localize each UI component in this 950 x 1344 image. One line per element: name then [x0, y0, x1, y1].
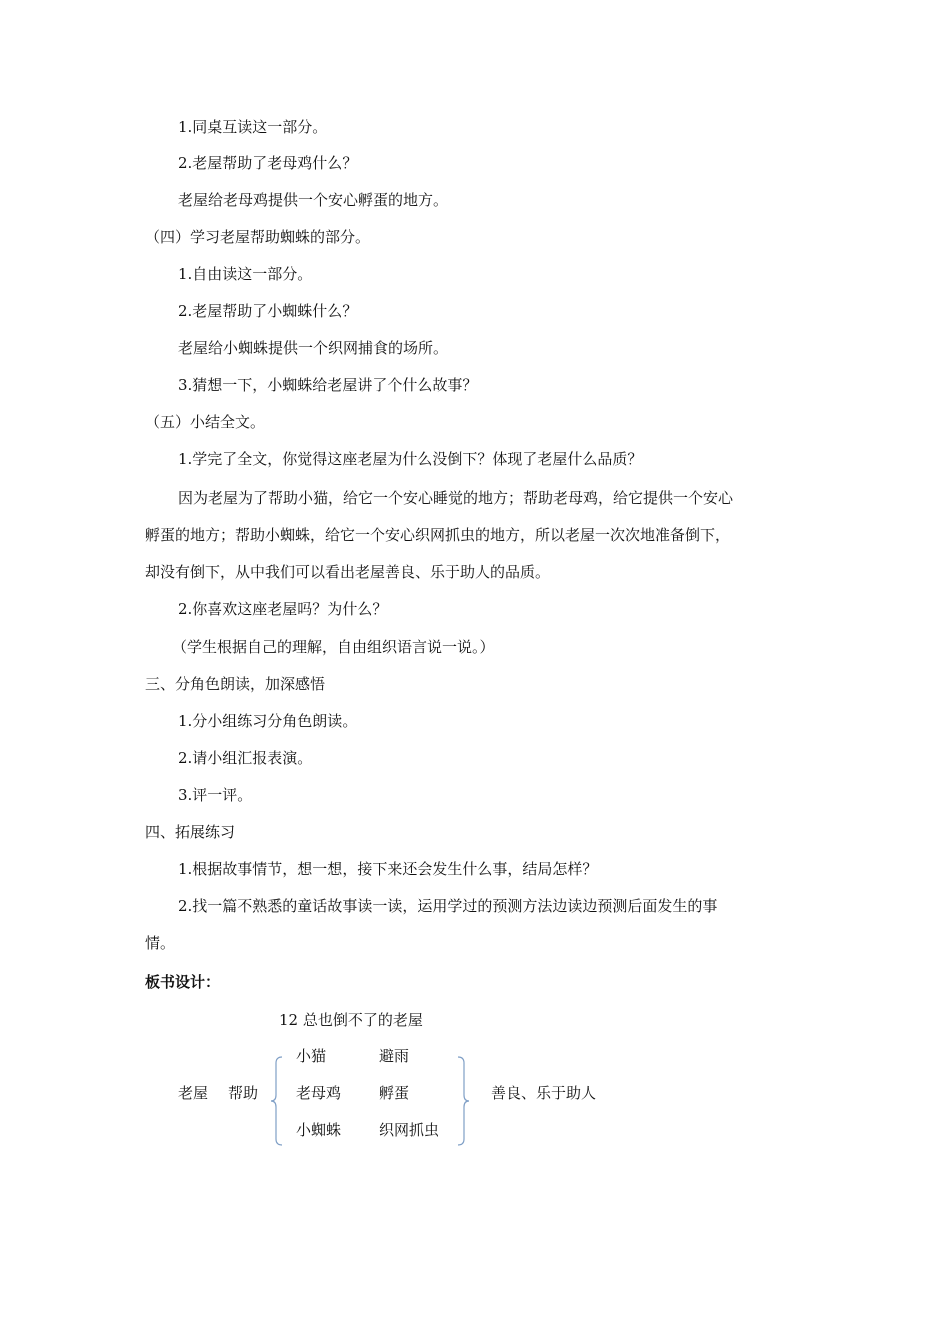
text-line: 3.猜想一下，小蜘蛛给老屋讲了个什么故事？ — [178, 376, 478, 394]
board-design-heading: 板书设计： — [145, 973, 221, 991]
text-line: 2.找一篇不熟悉的童话故事读一读，运用学过的预测方法边读边预测后面发生的事 — [178, 897, 718, 915]
text-line: 1.分小组练习分角色朗读。 — [178, 712, 358, 730]
board-verb: 帮助 — [228, 1084, 259, 1102]
board-quality: 善良、乐于助人 — [491, 1084, 597, 1102]
text-line: 1.自由读这一部分。 — [178, 265, 313, 283]
text-line: 孵蛋的地方；帮助小蜘蛛，给它一个安心织网抓虫的地方，所以老屋一次次地准备倒下， — [145, 526, 731, 544]
board-subject: 老屋 — [178, 1084, 209, 1102]
text-line: 2.老屋帮助了老母鸡什么？ — [178, 154, 358, 172]
board-what: 织网抓虫 — [379, 1121, 440, 1139]
right-brace-icon — [456, 1055, 470, 1147]
text-line: 因为老屋为了帮助小猫，给它一个安心睡觉的地方；帮助老母鸡，给它提供一个安心 — [178, 489, 734, 507]
section-heading: （五）小结全文。 — [145, 413, 266, 431]
board-who: 小蜘蛛 — [296, 1121, 342, 1139]
text-line: 1.根据故事情节，想一想，接下来还会发生什么事，结局怎样？ — [178, 860, 598, 878]
board-who: 小猫 — [296, 1047, 327, 1065]
board-what: 孵蛋 — [379, 1084, 410, 1102]
text-line: 2.请小组汇报表演。 — [178, 749, 313, 767]
text-line: （学生根据自己的理解，自由组织语言说一说。） — [172, 638, 495, 656]
board-what: 避雨 — [379, 1047, 410, 1065]
board-who: 老母鸡 — [296, 1084, 342, 1102]
section-heading: 三、分角色朗读，加深感悟 — [145, 675, 326, 693]
section-heading: 四、拓展练习 — [145, 823, 236, 841]
text-line: 情。 — [145, 934, 176, 952]
left-brace-icon — [270, 1055, 284, 1147]
board-title: 12 总也倒不了的老屋 — [279, 1011, 423, 1029]
text-line: 老屋给老母鸡提供一个安心孵蛋的地方。 — [178, 191, 449, 209]
text-line: 1.同桌互读这一部分。 — [178, 118, 328, 136]
text-line: 老屋给小蜘蛛提供一个织网捕食的场所。 — [178, 339, 449, 357]
text-line: 2.你喜欢这座老屋吗？为什么？ — [178, 600, 388, 618]
text-line: 1.学完了全文，你觉得这座老屋为什么没倒下？体现了老屋什么品质？ — [178, 450, 643, 468]
text-line: 却没有倒下，从中我们可以看出老屋善良、乐于助人的品质。 — [145, 563, 551, 581]
section-heading: （四）学习老屋帮助蜘蛛的部分。 — [145, 228, 371, 246]
text-line: 2.老屋帮助了小蜘蛛什么？ — [178, 302, 358, 320]
text-line: 3.评一评。 — [178, 786, 253, 804]
